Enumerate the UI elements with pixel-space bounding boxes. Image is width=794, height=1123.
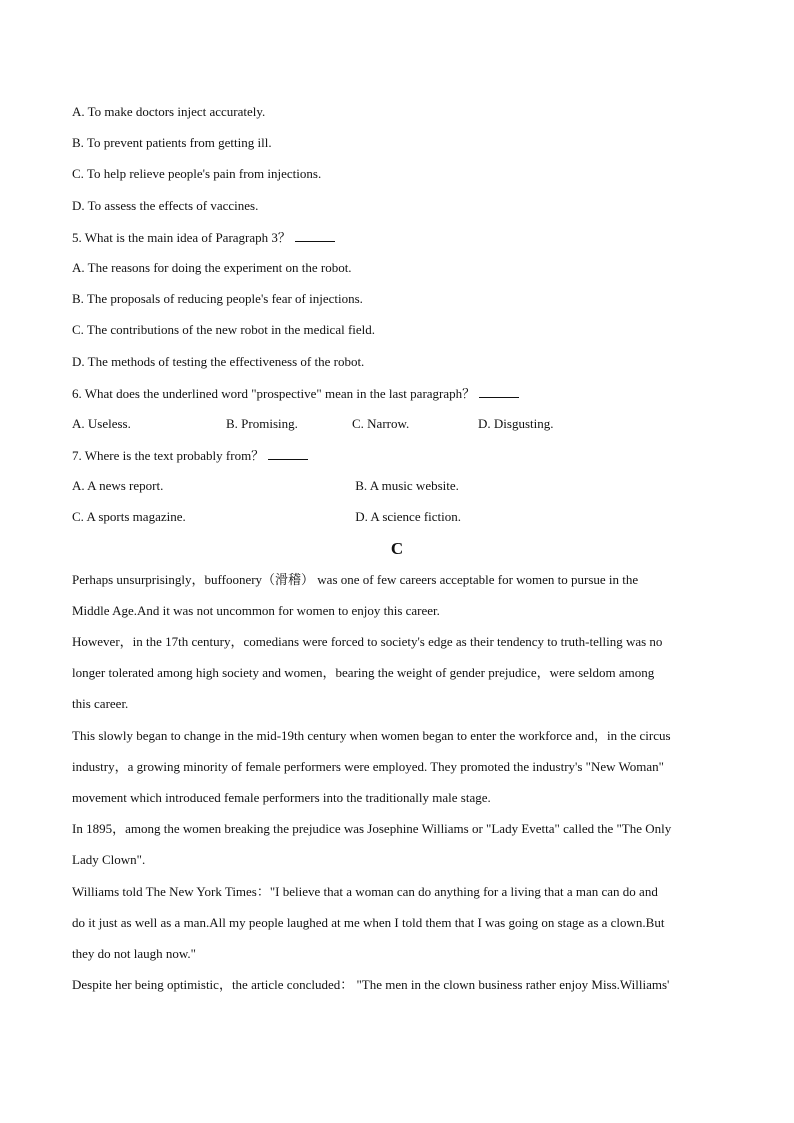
q7-options-row-1: [72, 477, 722, 508]
section-c-passage: [72, 571, 722, 1008]
q7-option-d: D. A science fiction.: [355, 509, 462, 525]
q5-option-c: C. The contributions of the new robot in the medical field.: [72, 322, 376, 338]
q4-option-b: B. To prevent patients from getting ill.: [72, 135, 272, 151]
passage-line: However，in the 17th century，comedians were forced to society's edge as their tendency to truth-telling was no: [72, 634, 663, 649]
q5-option-d: D. The methods of testing the effectiveness of the robot.: [72, 353, 365, 369]
q6-question-line: [72, 384, 722, 415]
q4-option-d: D. To assess the effects of vaccines.: [72, 197, 259, 213]
section-c-title: C: [390, 538, 404, 558]
q6-option-a: A. Useless.: [72, 415, 131, 431]
passage-line: This slowly began to change in the mid-19th century when women began to enter the workforce and，in the circus: [72, 727, 671, 743]
passage-line: Lady Clown".: [72, 852, 146, 868]
passage-line: longer tolerated among high society and women，bearing the weight of gender prejudice，were seldom among: [72, 665, 655, 681]
q7-question: 7. Where is the text probably from？: [72, 448, 265, 464]
passage-line: industry，a growing minority of female performers were employed. They promoted the industry's "New Woman": [72, 758, 664, 774]
q7-option-a: A. A news report.: [72, 478, 164, 494]
q4-option-a: A. To make doctors inject accurately.: [72, 104, 266, 119]
q5-answer-blank[interactable]: [295, 228, 335, 242]
q6-question: 6. What does the underlined word "prospective" mean in the last paragraph？: [72, 385, 476, 401]
q6-option-c: C. Narrow.: [352, 415, 410, 431]
passage-line: Middle Age.And it was not uncommon for women to enjoy this career.: [72, 602, 440, 618]
passage-line: In 1895，among the women breaking the prejudice was Josephine Williams or "Lady Evetta" called the "The Only: [72, 821, 672, 837]
q5-option-a: A. The reasons for doing the experiment on the robot.: [72, 259, 352, 275]
q5-option-b: B. The proposals of reducing people's fear of injections.: [72, 291, 363, 307]
q6-option-d: D. Disgusting.: [478, 415, 554, 431]
q7-option-b: B. A music website.: [355, 478, 459, 494]
q7-answer-blank[interactable]: [268, 446, 308, 460]
q7-options-row-2: [72, 508, 722, 539]
q7-option-c: C. A sports magazine.: [72, 509, 186, 525]
q6-options: [72, 415, 722, 446]
q4-option-c: C. To help relieve people's pain from injections.: [72, 166, 322, 182]
passage-line: Williams told The New York Times："I believe that a woman can do anything for a living that a man can do and: [72, 883, 658, 899]
passage-line: Perhaps unsurprisingly，buffoonery（滑稽） was one of few careers acceptable for women to pursue in the: [72, 571, 639, 587]
q6-answer-blank[interactable]: [479, 384, 519, 398]
q6-option-b: B. Promising.: [226, 415, 298, 431]
passage-line: Despite her being optimistic，the article concluded： "The men in the clown business rather enjoy Miss.Williams': [72, 977, 670, 993]
passage-line: movement which introduced female performers into the traditionally male stage.: [72, 789, 491, 805]
passage-line: this career.: [72, 696, 129, 712]
q5-question: 5. What is the main idea of Paragraph 3？: [72, 229, 291, 245]
page-content: [72, 103, 722, 1007]
q7-question-line: [72, 446, 722, 477]
passage-line: do it just as well as a man.All my people laughed at me when I told them that I was going on stage as a clown.But: [72, 914, 665, 930]
q5-question-line: [72, 228, 722, 259]
passage-line: they do not laugh now.": [72, 945, 196, 961]
